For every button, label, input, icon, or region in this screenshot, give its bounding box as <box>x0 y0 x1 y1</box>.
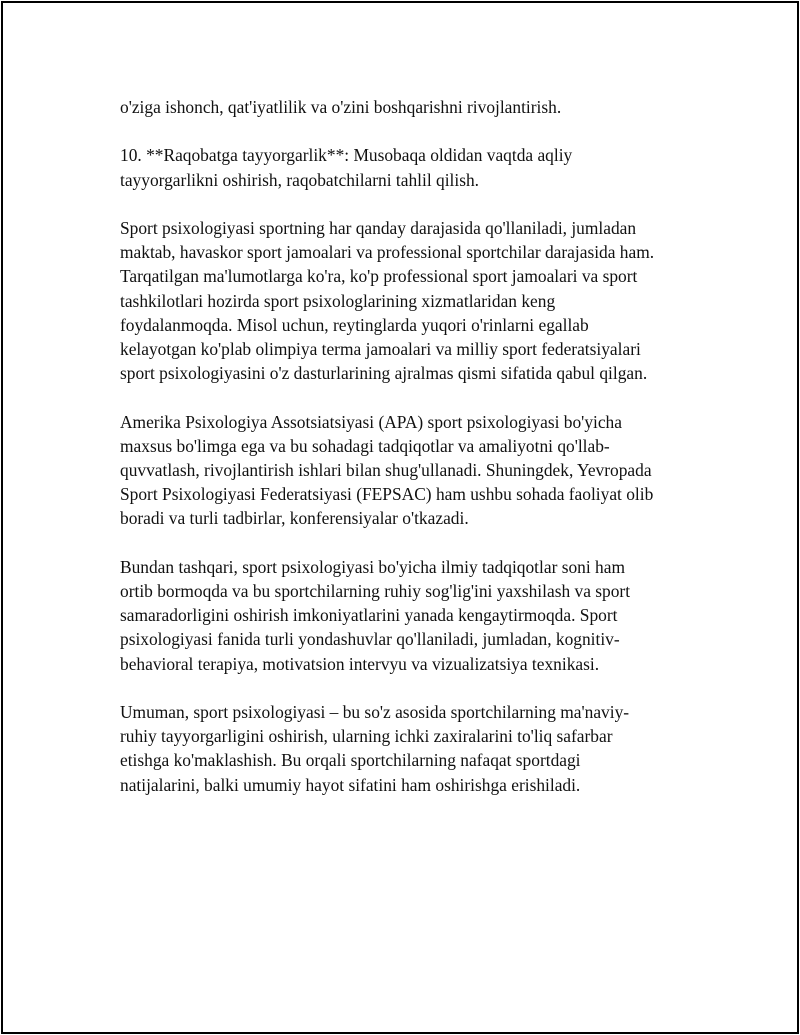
document-page <box>1 1 799 1034</box>
paragraph-apa-fepsac: Amerika Psixologiya Assotsiatsiyasi (APA) sport psixologiyasi bo'yicha maxsus bo'limga ega va bu sohadagi tadqiqotlar va amaliyotni qo'llab- quvvatlash, rivojlantirish ishlari bilan shug'ullanadi. Shuningdek, Yevropada Sport Psixologiyasi Federatsiyasi (FEPSAC) ham ushbu sohada faoliyat olib boradi va turli tadbirlar, konferensiyalar o'tkazadi. <box>120 411 654 529</box>
paragraph-research: Bundan tashqari, sport psixologiyasi bo'yicha ilmiy tadqiqotlar soni ham ortib bormoqda va bu sportchilarning ruhiy sog'lig'ini yaxshilash va sport samaradorligini oshirish imkoniyatlarini yanada kengaytirmoqda. Sport psixologiyasi fanida turli yondashuvlar qo'llaniladi, jumladan, kognitiv- behavioral terapiya, motivatsion intervyu va vizualizatsiya texnikasi. <box>120 556 631 674</box>
document-body <box>120 95 688 821</box>
paragraph-list-item-10: 10. **Raqobatga tayyorgarlik**: Musobaqa oldidan vaqtda aqliy tayyorgarlikni oshirish, raqobatchilarni tahlil qilish. <box>120 145 573 190</box>
paragraph-continuation: o'ziga ishonch, qat'iyatlilik va o'zini boshqarishni rivojlantirish. <box>120 97 562 117</box>
paragraph-conclusion: Umuman, sport psixologiyasi – bu so'z asosida sportchilarning ma'naviy- ruhiy tayyorgarligini oshirish, ularning ichki zaxiralarini to'liq safarbar etishga ko'maklashish. Bu orqali sportchilarning nafaqat sportdagi natijalarini, balki umumiy hayot sifatini ham oshirishga erishiladi. <box>120 702 630 795</box>
paragraph-sport-levels: Sport psixologiyasi sportning har qanday darajasida qo'llaniladi, jumladan maktab, havaskor sport jamoalari va professional sportchilar darajasida ham. Tarqatilgan ma'lumotlarga ko'ra, ko'p professional sport jamoalari va sport tashkilotlari hozirda sport psixologlarining xizmatlaridan keng foydalanmoqda. Misol uchun, reytinglarda yuqori o'rinlarni egallab kelayotgan ko'plab olimpiya terma jamoalari va milliy sport federatsiyalari sport psixologiyasini o'z dasturlarining ajralmas qismi sifatida qabul qilgan. <box>120 217 655 384</box>
